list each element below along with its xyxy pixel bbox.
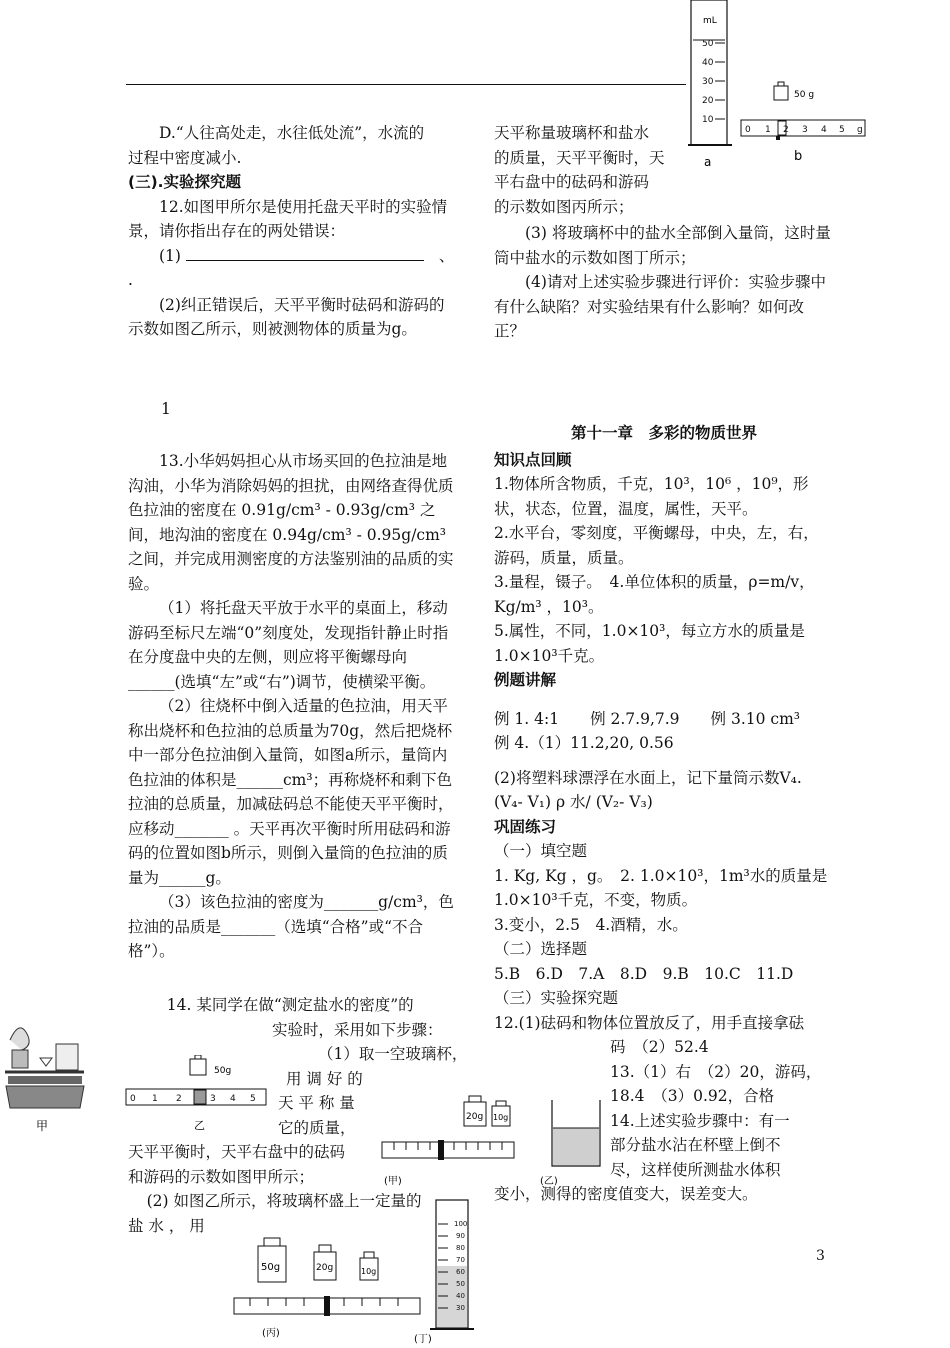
q14-right2: 的质量，天平平衡时，天 bbox=[494, 148, 665, 167]
fill-1-2: 1. Kg, Kg ，g。 2. 1.0×10³，1m³水的质量是1.0×10³千克，不变，物质。 bbox=[494, 866, 828, 909]
fill-3-4: 3.变小，2.5 4.酒精，水。 bbox=[494, 915, 688, 934]
q14-line5: 天 平 称 量 bbox=[278, 1094, 355, 1112]
q13-part2: （2）往烧杯中倒入适量的色拉油，用天平称出烧杯和色拉油的总质量为70g，然后把烧杯中一部分色拉油倒入量筒，如图a所示，量筒内色拉油的体积是______cm³；再称烧杯和剩下色拉油的总质量，加减砝码总不能使天平平衡时，应移动_______ 。天平再次平衡时所用砝码和游码的位置如图b所示，则倒入量筒的色拉油的质量为______g。 bbox=[128, 697, 454, 887]
weight-50g-yi: 50g bbox=[214, 1066, 232, 1076]
answer-14b: 部分盐水沾在杯壁上倒不 bbox=[610, 1136, 781, 1154]
svg-text:90: 90 bbox=[456, 1232, 465, 1240]
q13-block bbox=[128, 449, 458, 964]
figure-jia-balance bbox=[0, 1010, 90, 1135]
svg-text:60: 60 bbox=[456, 1268, 465, 1276]
q14-line6: 它的质量， bbox=[278, 1118, 356, 1137]
example-4: 例 4.（1）11.2,20, 0.56 bbox=[494, 734, 674, 752]
label-jia2: (甲) bbox=[384, 1176, 402, 1187]
example-4b: (2)将塑料球漂浮在水面上，记下量筒示数V₄. bbox=[494, 768, 802, 787]
q14-right6: (4)请对上述实验步骤进行评价：实验步骤中有什么缺陷？对实验结果有什么影响？如何改正？ bbox=[494, 273, 826, 340]
q14-right1: 天平称量玻璃杯和盐水 bbox=[494, 124, 650, 142]
q14-right5: (3) 将玻璃杯中的盐水全部倒入量筒，这时量筒中盐水的示数如图丁所示； bbox=[494, 224, 831, 267]
figure-yi-ruler bbox=[124, 1055, 272, 1135]
ml-label: mL bbox=[703, 16, 717, 26]
stray-number: 1 bbox=[161, 400, 171, 418]
choice-title: （二）选择题 bbox=[494, 940, 588, 958]
svg-text:10: 10 bbox=[702, 115, 714, 125]
option-d-line2: 过程中密度减小. bbox=[128, 148, 242, 167]
svg-text:2: 2 bbox=[176, 1094, 182, 1104]
page-number: 3 bbox=[816, 1248, 825, 1264]
svg-text:50: 50 bbox=[456, 1280, 465, 1288]
figure-ding-cylinder bbox=[410, 1196, 492, 1344]
figure-yi2-beaker bbox=[536, 1098, 616, 1190]
q14-line2: 实验时，采用如下步骤： bbox=[272, 1020, 443, 1039]
q14-right3: 平右盘中的砝码和游码 bbox=[494, 173, 650, 191]
q14-line9: (2) 如图乙所示，将玻璃杯盛上一定量的 bbox=[146, 1192, 422, 1210]
answer-12b: 码 （2）52.4 bbox=[610, 1038, 709, 1056]
svg-text:50: 50 bbox=[702, 39, 714, 49]
svg-text:100: 100 bbox=[454, 1220, 468, 1228]
review-1: 1.物体所含物质，千克，10³，10⁶ ，10⁹，形状，状态，位置，温度，属性，天平。 bbox=[494, 475, 809, 518]
answer-14: 14.上述实验步骤中：有一 bbox=[610, 1111, 790, 1130]
label-b: b bbox=[794, 149, 803, 164]
svg-text:30: 30 bbox=[702, 77, 714, 87]
review-title: 知识点回顾 bbox=[494, 450, 572, 469]
experiment-title: （三）实验探究题 bbox=[494, 989, 619, 1007]
choice-answers: 5.B 6.D 7.A 8.D 9.B 10.C 11.D bbox=[494, 964, 794, 983]
label-bing: (丙) bbox=[262, 1328, 280, 1339]
figure-b-scale bbox=[738, 80, 868, 170]
svg-text:20: 20 bbox=[702, 96, 714, 106]
svg-text:3: 3 bbox=[210, 1094, 216, 1104]
svg-text:4: 4 bbox=[821, 125, 827, 135]
answer-13: 13.（1）右 （2）20，游码， bbox=[610, 1062, 822, 1081]
label-a: a bbox=[704, 155, 712, 169]
answer-14d: 变小，测得的密度值变大，误差变大。 bbox=[494, 1185, 758, 1203]
weight-20g-bing: 20g bbox=[316, 1263, 334, 1273]
left-column-top bbox=[128, 121, 458, 342]
label-yi: 乙 bbox=[194, 1119, 205, 1132]
consolidate-title: 巩固练习 bbox=[494, 817, 557, 836]
q14-line7: 天平平衡时，天平右盘中的砝码 bbox=[128, 1143, 346, 1161]
answer-13b: 18.4 （3）0.92，合格 bbox=[610, 1087, 775, 1105]
svg-text:80: 80 bbox=[456, 1244, 465, 1252]
weight-10g-bing: 10g bbox=[361, 1267, 377, 1276]
svg-text:5: 5 bbox=[250, 1094, 256, 1104]
svg-text:0: 0 bbox=[745, 125, 751, 135]
g-label: g bbox=[857, 125, 863, 135]
label-ding: (丁) bbox=[414, 1334, 432, 1344]
q13-part1: （1）将托盘天平放于水平的桌面上，移动游码至标尺左端“0”刻度处，发现指针静止时指在分度盘中央的左侧，则应将平衡螺母向______(选填“左”或“右”)调节，使横梁平衡。 bbox=[128, 599, 449, 691]
review-5: 5.属性，不同，1.0×10³，每立方水的质量是1.0×10³千克。 bbox=[494, 622, 805, 665]
q14-line8: 和游码的示数如图甲所示； bbox=[128, 1167, 315, 1186]
label-jia: 甲 bbox=[36, 1119, 49, 1133]
example-1-3: 例 1. 4:1 例 2.7.9,7.9 例 3.10 cm³ bbox=[494, 709, 800, 728]
section-title: (三).实验探究题 bbox=[128, 173, 242, 191]
weight-50g-bing: 50g bbox=[261, 1262, 281, 1273]
q14-line4: 用 调 好 的 bbox=[286, 1069, 363, 1088]
answer-14c: 尽，这样使所测盐水体积 bbox=[610, 1160, 781, 1179]
option-d-line1: D.“人往高处走，水往低处流”，水流的 bbox=[159, 124, 425, 142]
q12-stem: 12.如图甲所尔是使用托盘天平时的实验情景，请你指出存在的两处错误： bbox=[128, 197, 448, 240]
weight-10g-jia: 10g bbox=[493, 1113, 509, 1122]
svg-text:2: 2 bbox=[783, 125, 789, 135]
svg-text:70: 70 bbox=[456, 1256, 465, 1264]
weight-20g-jia: 20g bbox=[466, 1112, 484, 1122]
q14-line10: 盐 水 ， 用 bbox=[128, 1216, 205, 1235]
q13-stem: 13.小华妈妈担心从市场买回的色拉油是地沟油，小华为消除妈妈的担扰，由网络查得优质色拉油的密度在 0.91g/cm³ - 0.93g/cm³ 之间，地沟油的密度在 0.94g/cm³ - 0.95g/cm³之间，并完成用测密度的方法鉴别油的品质的实验。 bbox=[128, 452, 454, 593]
svg-text:40: 40 bbox=[702, 58, 714, 68]
label-yi2: (乙) bbox=[540, 1176, 558, 1187]
svg-text:3: 3 bbox=[802, 125, 808, 135]
answer-12: 12.(1)砝码和物体位置放反了，用手直接拿砝 bbox=[494, 1013, 805, 1032]
svg-text:0: 0 bbox=[130, 1094, 136, 1104]
q14-line1: 14. 某同学在做“测定盐水的密度”的 bbox=[166, 996, 414, 1014]
q12-dot: . bbox=[128, 271, 133, 289]
chapter-title: 第十一章 多彩的物质世界 bbox=[570, 424, 757, 442]
svg-text:1: 1 bbox=[765, 125, 771, 135]
answers bbox=[494, 421, 834, 1207]
examples-title: 例题讲解 bbox=[494, 671, 557, 689]
svg-text:5: 5 bbox=[839, 125, 845, 135]
q14-line3: （1）取一空玻璃杯， bbox=[318, 1045, 468, 1063]
q12-part2: (2)纠正错误后，天平平衡时砝码和游码的示数如图乙所示，则被测物体的质量为g。 bbox=[128, 295, 445, 338]
review-2: 2.水平台，零刻度，平衡螺母，中央，左，右，游码，质量，质量。 bbox=[494, 524, 819, 567]
review-3: 3.量程，镊子。 4.单位体积的质量，ρ=m/v，Kg/m³ ，10³。 bbox=[494, 573, 815, 616]
svg-text:1: 1 bbox=[152, 1094, 158, 1104]
weight-50g-label: 50 g bbox=[794, 90, 815, 100]
header-rule bbox=[126, 84, 686, 85]
q13-part3: （3）该色拉油的密度为_______g/cm³，色拉油的品质是_______（选填“合格”或“不合格”）。 bbox=[128, 893, 454, 960]
q14-right4: 的示数如图丙所示； bbox=[494, 197, 634, 216]
svg-text:30: 30 bbox=[456, 1304, 465, 1312]
q12-blank1: (1) 、 bbox=[159, 246, 455, 265]
example-4c: (V₄- V₁) ρ 水/ (V₂- V₃) bbox=[494, 793, 653, 811]
figure-bing-weights bbox=[228, 1232, 428, 1344]
svg-text:4: 4 bbox=[230, 1094, 236, 1104]
fill-title: （一）填空题 bbox=[494, 842, 588, 860]
svg-text:40: 40 bbox=[456, 1292, 465, 1300]
figure-jia2-weights bbox=[378, 1092, 518, 1190]
